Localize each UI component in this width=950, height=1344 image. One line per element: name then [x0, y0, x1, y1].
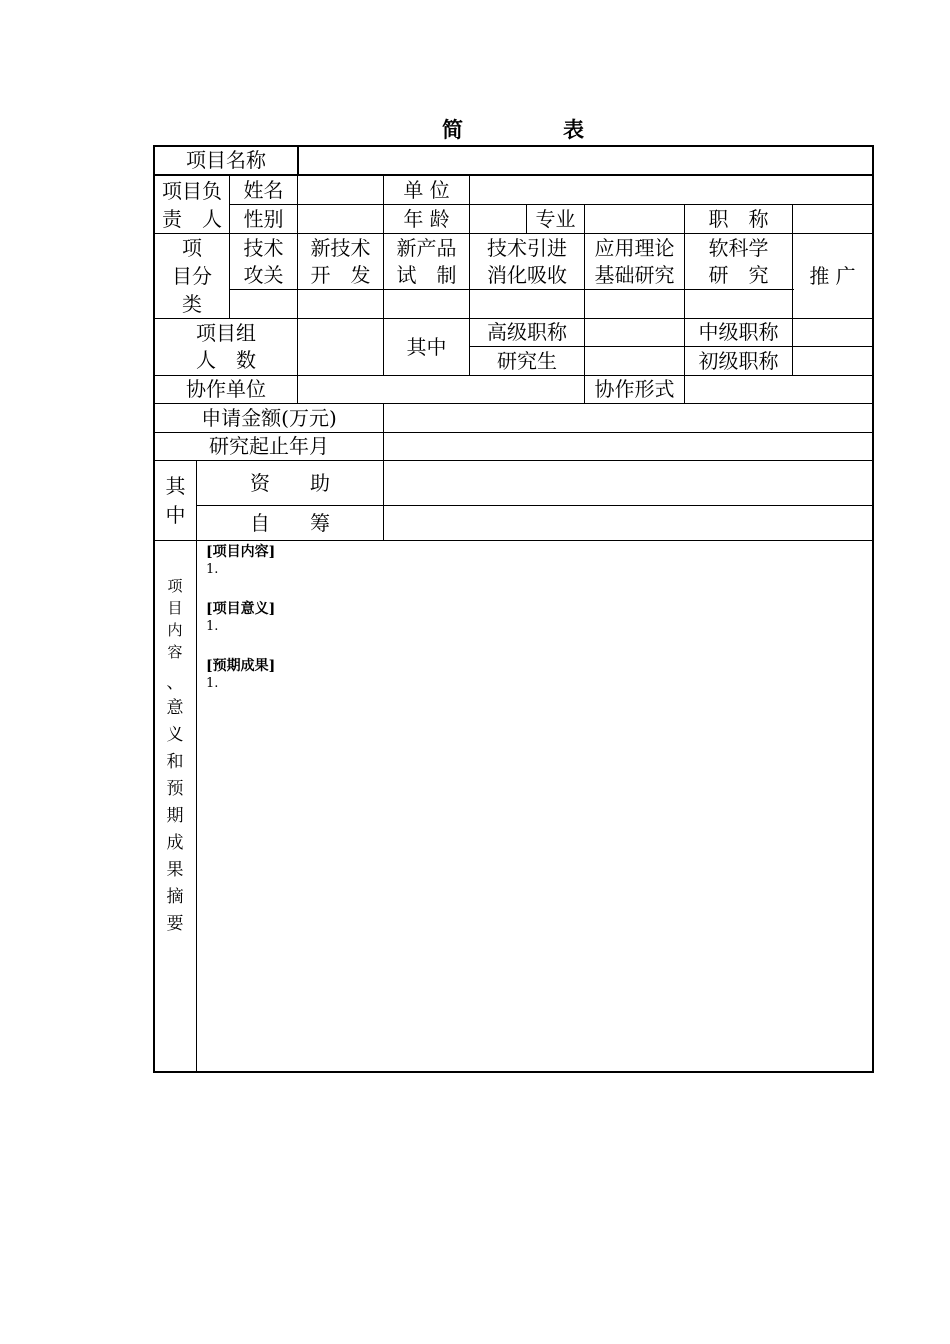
name-field[interactable]: [298, 176, 383, 204]
outcome-heading: [预期成果]: [206, 658, 276, 674]
category-tech-import: [470, 234, 584, 289]
self-raised-label: 自 筹: [250, 510, 330, 535]
outcome-item: 1.: [206, 676, 219, 691]
summary-char: 成: [166, 833, 184, 853]
summary-char: 项: [167, 577, 183, 595]
junior-title-field[interactable]: [793, 347, 872, 375]
category-label-line-2: 目分: [172, 264, 212, 288]
amount-label: 申请金额(万元): [201, 405, 337, 430]
project-name-field[interactable]: [299, 146, 872, 174]
title-char-2: 表: [563, 118, 584, 142]
team-label-line-2: 人 数: [196, 348, 256, 372]
junior-title-label: 初级职称: [698, 348, 779, 373]
category-text: 试 制: [396, 262, 457, 287]
category-check-6[interactable]: [685, 290, 792, 318]
title-field[interactable]: [793, 205, 872, 233]
category-text: 应用理论: [594, 235, 675, 260]
summary-char: 容: [167, 643, 183, 661]
coop-form-field[interactable]: [685, 376, 872, 403]
amount-field[interactable]: [384, 404, 872, 432]
unit-field[interactable]: [470, 176, 872, 204]
gender-label: 性别: [243, 206, 284, 231]
category-text: 技术引进: [487, 235, 567, 260]
summary-char: 期: [166, 806, 184, 826]
summary-label: [154, 575, 196, 938]
category-new-product: [384, 234, 469, 289]
summary-char: 内: [167, 621, 183, 639]
category-tech-tackle: [230, 234, 297, 289]
among-2-line-2: 中: [165, 502, 186, 527]
major-label: 专业: [535, 206, 576, 231]
team-size-field[interactable]: [298, 319, 383, 375]
among-label: 其中: [406, 334, 447, 359]
summary-char: 摘: [166, 887, 184, 907]
senior-title-field[interactable]: [585, 319, 684, 346]
summary-char: 、: [166, 673, 184, 693]
summary-char: 目: [167, 599, 183, 617]
self-raised-field[interactable]: [384, 506, 872, 540]
significance-heading: [项目意义]: [206, 601, 276, 617]
category-promotion: 推 广: [809, 263, 856, 288]
senior-title-label: 高级职称: [487, 320, 567, 344]
category-text: 技术: [243, 235, 284, 260]
category-text: 消化吸收: [487, 262, 567, 287]
category-label: [155, 234, 229, 318]
coop-unit-field[interactable]: [298, 376, 584, 403]
project-name-label: 项目名称: [186, 147, 266, 172]
age-label: 年 龄: [403, 206, 450, 231]
page-title: [153, 115, 873, 145]
among-label-2: [155, 461, 196, 540]
category-text: 基础研究: [594, 262, 675, 287]
category-soft-science: [685, 234, 792, 289]
category-text: 研 究: [708, 262, 769, 287]
category-check-2[interactable]: [298, 290, 383, 318]
coop-form-label: 协作形式: [594, 377, 675, 401]
gender-field[interactable]: [298, 205, 383, 233]
grad-student-label: 研究生: [497, 348, 557, 373]
age-field[interactable]: [470, 205, 526, 233]
leader-label-line-1: 项目负: [162, 178, 222, 203]
among-2-line-1: 其: [165, 473, 186, 498]
category-text: 新产品: [396, 235, 457, 260]
summary-char: 和: [166, 752, 184, 772]
category-label-line-3: 类: [182, 292, 202, 316]
category-check-3[interactable]: [384, 290, 469, 318]
category-label-line-1: 项: [182, 236, 202, 260]
summary-content[interactable]: [206, 544, 806, 692]
major-field[interactable]: [585, 205, 684, 233]
team-label-line-1: 项目组: [196, 321, 256, 345]
content-item: 1.: [206, 562, 219, 577]
funded-field[interactable]: [384, 461, 872, 505]
row-line: [153, 540, 874, 541]
summary-char: 义: [166, 725, 184, 745]
leader-label: [155, 176, 229, 233]
title-char-1: 简: [442, 118, 463, 142]
name-label: 姓名: [243, 177, 284, 202]
title-label: 职 称: [708, 206, 769, 231]
funded-label: 资 助: [250, 470, 330, 495]
content-heading: [项目内容]: [206, 544, 276, 560]
category-text: 新技术: [310, 235, 371, 260]
category-text: 攻关: [243, 262, 284, 287]
col-line: [196, 460, 197, 1072]
grad-student-field[interactable]: [585, 347, 684, 375]
category-check-4[interactable]: [470, 290, 584, 318]
significance-item: 1.: [206, 619, 219, 634]
summary-char: 要: [166, 914, 184, 934]
category-text: 开 发: [310, 262, 371, 287]
period-field[interactable]: [384, 433, 872, 460]
summary-char: 果: [166, 860, 184, 880]
summary-char: 预: [166, 779, 184, 799]
summary-char: 意: [166, 698, 184, 718]
coop-unit-label: 协作单位: [186, 377, 266, 401]
period-label: 研究起止年月: [209, 434, 329, 458]
leader-label-line-2: 责 人: [162, 206, 222, 231]
category-new-tech: [298, 234, 383, 289]
mid-title-label: 中级职称: [698, 320, 779, 344]
category-text: 软科学: [708, 235, 769, 260]
category-check-1[interactable]: [230, 290, 297, 318]
unit-label: 单 位: [403, 177, 450, 202]
team-size-label: [155, 319, 297, 375]
category-applied-theory: [585, 234, 684, 289]
mid-title-field[interactable]: [793, 319, 872, 346]
category-check-5[interactable]: [585, 290, 684, 318]
